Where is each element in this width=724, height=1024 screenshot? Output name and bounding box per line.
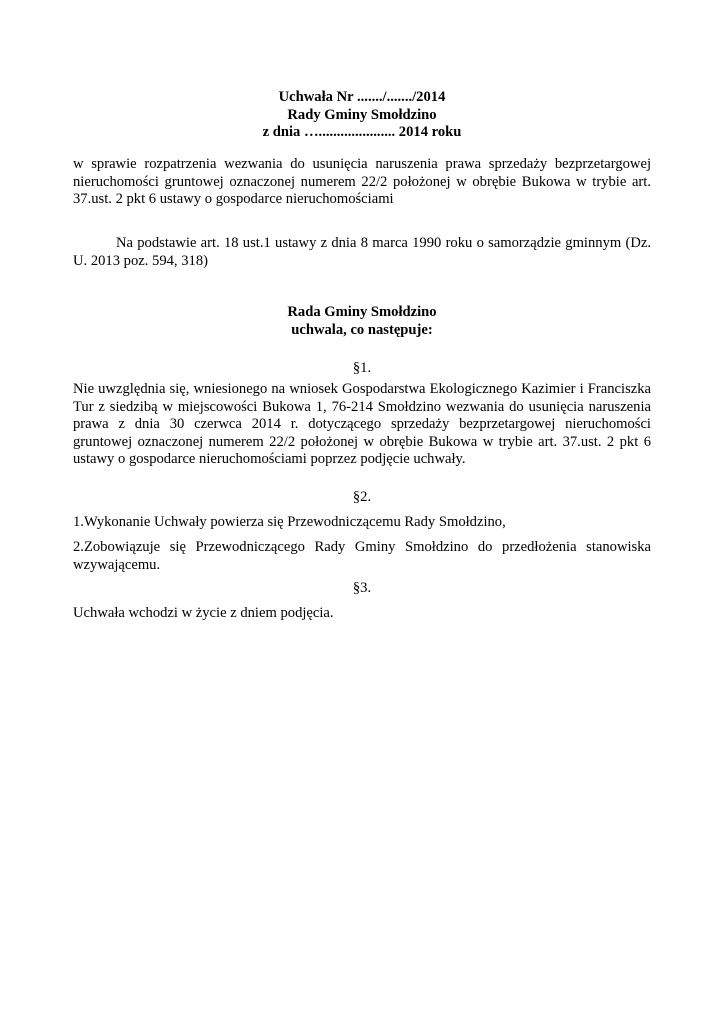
resolution-subject: w sprawie rozpatrzenia wezwania do usunięcia naruszenia prawa sprzedaży bezprzetargowej nieruchomości gruntowej oznaczonej numerem 22/2 położonej w obrębie Bukowa w trybie art. 37.ust. 2 pkt 6 ustawy o gospodarce nieruchomościami: [73, 156, 651, 208]
resolves-phrase: uchwala, co następuje:: [291, 321, 433, 338]
resolves-heading: [73, 304, 651, 339]
legal-basis: Na podstawie art. 18 ust.1 ustawy z dnia 8 marca 1990 roku o samorządzie gminnym (Dz. U. 2013 poz. 594, 318): [73, 235, 651, 269]
council-name: Rady Gminy Smołdzino: [287, 106, 437, 123]
resolution-header: [0, 89, 724, 142]
council-heading: Rada Gminy Smołdzino: [287, 304, 437, 320]
section-2-mark: §2.: [352, 489, 372, 505]
section-3-text: Uchwała wchodzi w życie z dniem podjęcia.: [73, 605, 334, 621]
section-2-item-2: 2.Zobowiązuje się Przewodniczącego Rady Gminy Smołdzino do przedłożenia stanowiska wzywającemu.: [73, 539, 651, 573]
resolution-date: z dnia …..................... 2014 roku: [262, 124, 462, 141]
section-1-mark: §1.: [352, 360, 372, 376]
section-3-mark: §3.: [352, 580, 372, 596]
section-1-text: Nie uwzględnia się, wniesionego na wniosek Gospodarstwa Ekologicznego Kazimier i Franciszka Tur z siedzibą w miejscowości Bukowa 1, 76-214 Smołdzino wezwania do usunięcia naruszenia prawa z dnia 30 czerwca 2014 r. dotyczącego sprzedaży bezprzetargowej nieruchomości gruntowej oznaczonej numerem 22/2 położonej w obrębie Bukowa w trybie art. 37.ust. 2 pkt 6 ustawy o gospodarce nieruchomościami poprzez podjęcie uchwały.: [73, 381, 651, 468]
resolution-number: Uchwała Nr ......./......./2014: [278, 89, 446, 105]
section-2-item-1: 1.Wykonanie Uchwały powierza się Przewodniczącemu Rady Smołdzino,: [73, 514, 506, 530]
